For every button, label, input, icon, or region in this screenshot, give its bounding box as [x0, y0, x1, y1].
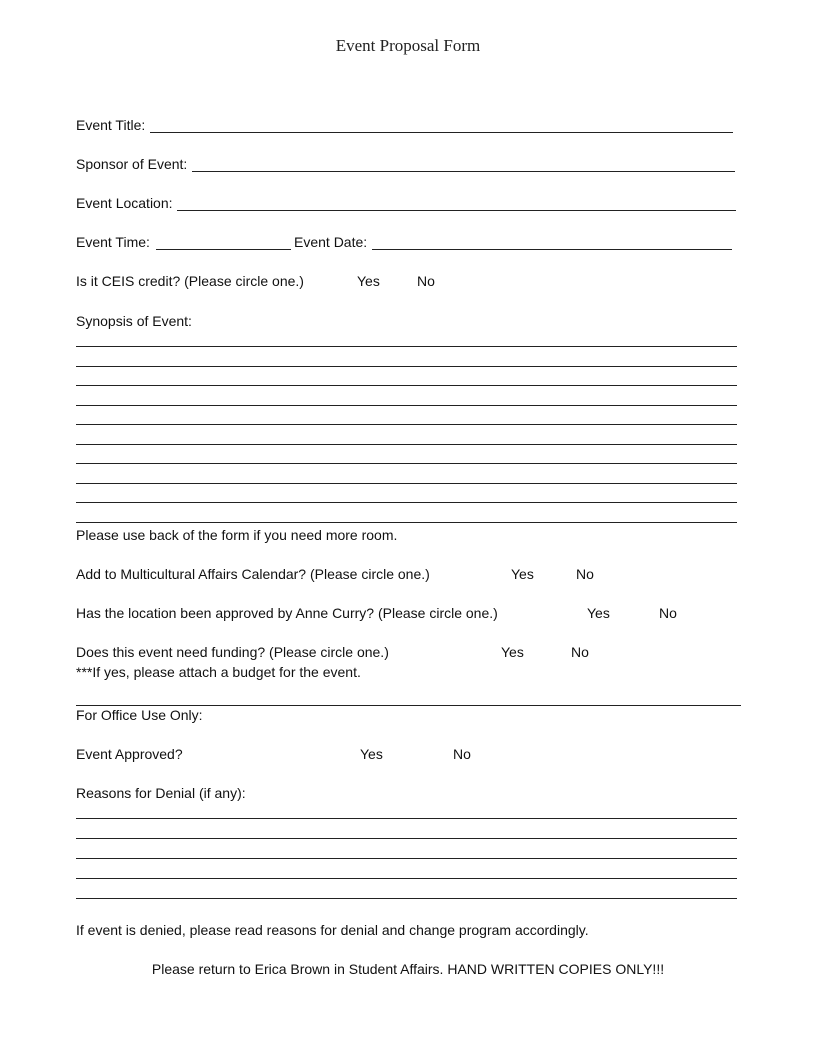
denial-reasons-label: Reasons for Denial (if any): [76, 785, 246, 801]
synopsis-line[interactable] [76, 385, 737, 386]
denied-note: If event is denied, please read reasons for denial and change program accordingly. [76, 922, 589, 938]
office-use-heading: For Office Use Only: [76, 707, 203, 723]
denial-line[interactable] [76, 838, 737, 839]
funding-yes-option[interactable]: Yes [501, 644, 524, 660]
synopsis-line[interactable] [76, 463, 737, 464]
ceis-yes-option[interactable]: Yes [357, 273, 380, 289]
event-title-label: Event Title: [76, 117, 146, 133]
date-label: Event Date: [294, 234, 368, 250]
denial-line[interactable] [76, 818, 737, 819]
synopsis-line[interactable] [76, 405, 737, 406]
event-title-field[interactable] [150, 132, 733, 133]
event-approved-no-option[interactable]: No [453, 746, 471, 762]
synopsis-line[interactable] [76, 444, 737, 445]
synopsis-line[interactable] [76, 483, 737, 484]
funding-no-option[interactable]: No [571, 644, 589, 660]
calendar-yes-option[interactable]: Yes [511, 566, 534, 582]
date-field[interactable] [372, 249, 732, 250]
synopsis-line[interactable] [76, 424, 737, 425]
more-room-note: Please use back of the form if you need more room. [76, 527, 398, 543]
sponsor-field[interactable] [192, 171, 735, 172]
funding-question: Does this event need funding? (Please circle one.) [76, 644, 389, 660]
location-approved-yes-option[interactable]: Yes [587, 605, 610, 621]
calendar-question: Add to Multicultural Affairs Calendar? (Please circle one.) [76, 566, 430, 582]
page-title: Event Proposal Form [335, 36, 481, 55]
event-approved-yes-option[interactable]: Yes [360, 746, 383, 762]
ceis-question: Is it CEIS credit? (Please circle one.) [76, 273, 304, 289]
budget-note: ***If yes, please attach a budget for the event. [76, 664, 361, 680]
location-field[interactable] [177, 210, 736, 211]
synopsis-line[interactable] [76, 522, 737, 523]
synopsis-line[interactable] [76, 366, 737, 367]
denial-line[interactable] [76, 858, 737, 859]
location-approved-no-option[interactable]: No [659, 605, 677, 621]
synopsis-line[interactable] [76, 346, 737, 347]
time-label: Event Time: [76, 234, 150, 250]
ceis-no-option[interactable]: No [417, 273, 435, 289]
synopsis-label: Synopsis of Event: [76, 313, 192, 329]
synopsis-line[interactable] [76, 502, 737, 503]
calendar-no-option[interactable]: No [576, 566, 594, 582]
location-approved-question: Has the location been approved by Anne Curry? (Please circle one.) [76, 605, 498, 621]
sponsor-label: Sponsor of Event: [76, 156, 188, 172]
denial-line[interactable] [76, 898, 737, 899]
event-approved-question: Event Approved? [76, 746, 183, 762]
time-field[interactable] [156, 249, 291, 250]
location-label: Event Location: [76, 195, 173, 211]
return-note: Please return to Erica Brown in Student Affairs. HAND WRITTEN COPIES ONLY!!! [151, 961, 665, 977]
denial-line[interactable] [76, 878, 737, 879]
